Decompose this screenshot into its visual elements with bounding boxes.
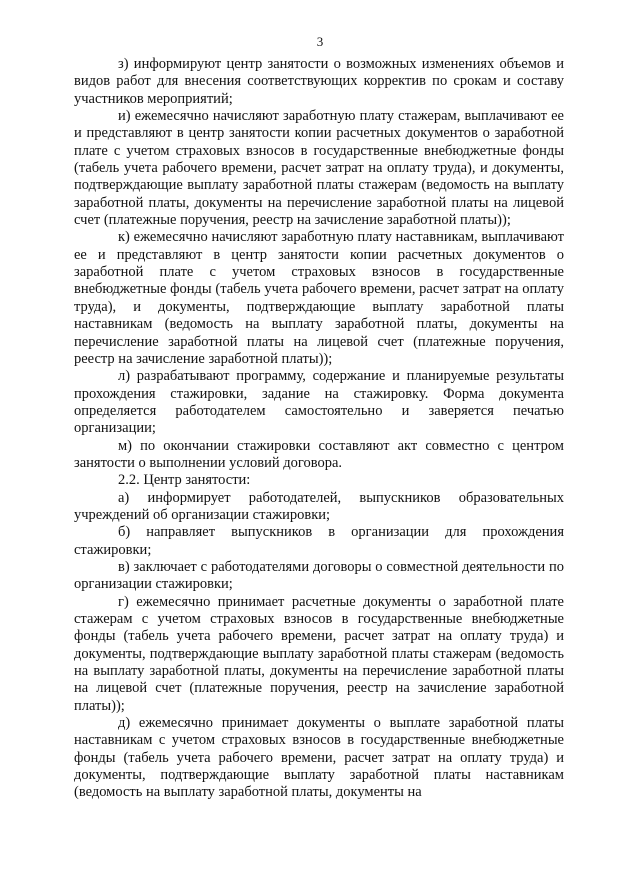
- paragraph-g: г) ежемесячно принимает расчетные документы о заработной плате стажерам с учетом страховых взносов в государственные внебюджетные фонды (табель учета рабочего времени, расчет затрат на оплату труда) и документы, подтверждающие выплату заработной платы стажерам (ведомость на выплату заработной платы, документы на перечисление заработной платы на лицевой счет (платежные поручения, реестр на зачисление заработной платы));: [74, 593, 564, 714]
- paragraph-v: в) заключает с работодателями договоры о совместной деятельности по организации стажировки;: [74, 558, 564, 593]
- paragraph-d: д) ежемесячно принимает документы о выплате заработной платы наставникам с учетом страховых взносов в государственные внебюджетные фонды (табель учета рабочего времени, расчет затрат на оплату труда) и документы, подтверждающие выплату заработной платы наставникам (ведомость на выплату заработной платы, документы на: [74, 715, 564, 801]
- paragraph-z: з) информируют центр занятости о возможных изменениях объемов и видов работ для внесения соответствующих корректив по срокам и составу участников мероприятий;: [74, 56, 564, 107]
- paragraph-k: к) ежемесячно начисляют заработную плату наставникам, выплачивают ее и представляют в центр занятости копии расчетных документов о заработной плате с учетом страховых взносов в государственные внебюджетные фонды (табель учета рабочего времени, расчет затрат на оплату труда), и документы, подтверждающие выплату заработной платы наставникам (ведомость на выплату заработной платы, документы на перечисление заработной платы на лицевой счет (платежные поручения, реестр на зачисление заработной платы));: [74, 229, 564, 367]
- paragraph-b: б) направляет выпускников в организации для прохождения стажировки;: [74, 524, 564, 558]
- document-body: [74, 56, 564, 802]
- paragraph-m: м) по окончании стажировки составляют акт совместно с центром занятости о выполнении условий договора.: [74, 437, 564, 471]
- paragraph-l: л) разрабатывают программу, содержание и планируемые результаты прохождения стажировки, задание на стажировку. Форма документа определяется работодателем самостоятельно и заверяется печатью организации;: [74, 368, 564, 437]
- section-heading-2-2: 2.2. Центр занятости:: [118, 472, 251, 489]
- paragraph-a: а) информирует работодателей, выпускников образовательных учреждений об организации стажировки;: [74, 489, 564, 523]
- page-number: 3: [316, 34, 324, 49]
- paragraph-i: и) ежемесячно начисляют заработную плату стажерам, выплачивают ее и представляют в центр занятости копии расчетных документов о заработной плате с учетом страховых взносов в государственные внебюджетные фонды (табель учета рабочего времени, расчет затрат на оплату труда), и документы, подтверждающие выплату заработной платы стажерам (ведомость на выплату заработной платы, документы на перечисление заработной платы на лицевой счет (платежные поручения, реестр на зачисление заработной платы));: [74, 108, 564, 229]
